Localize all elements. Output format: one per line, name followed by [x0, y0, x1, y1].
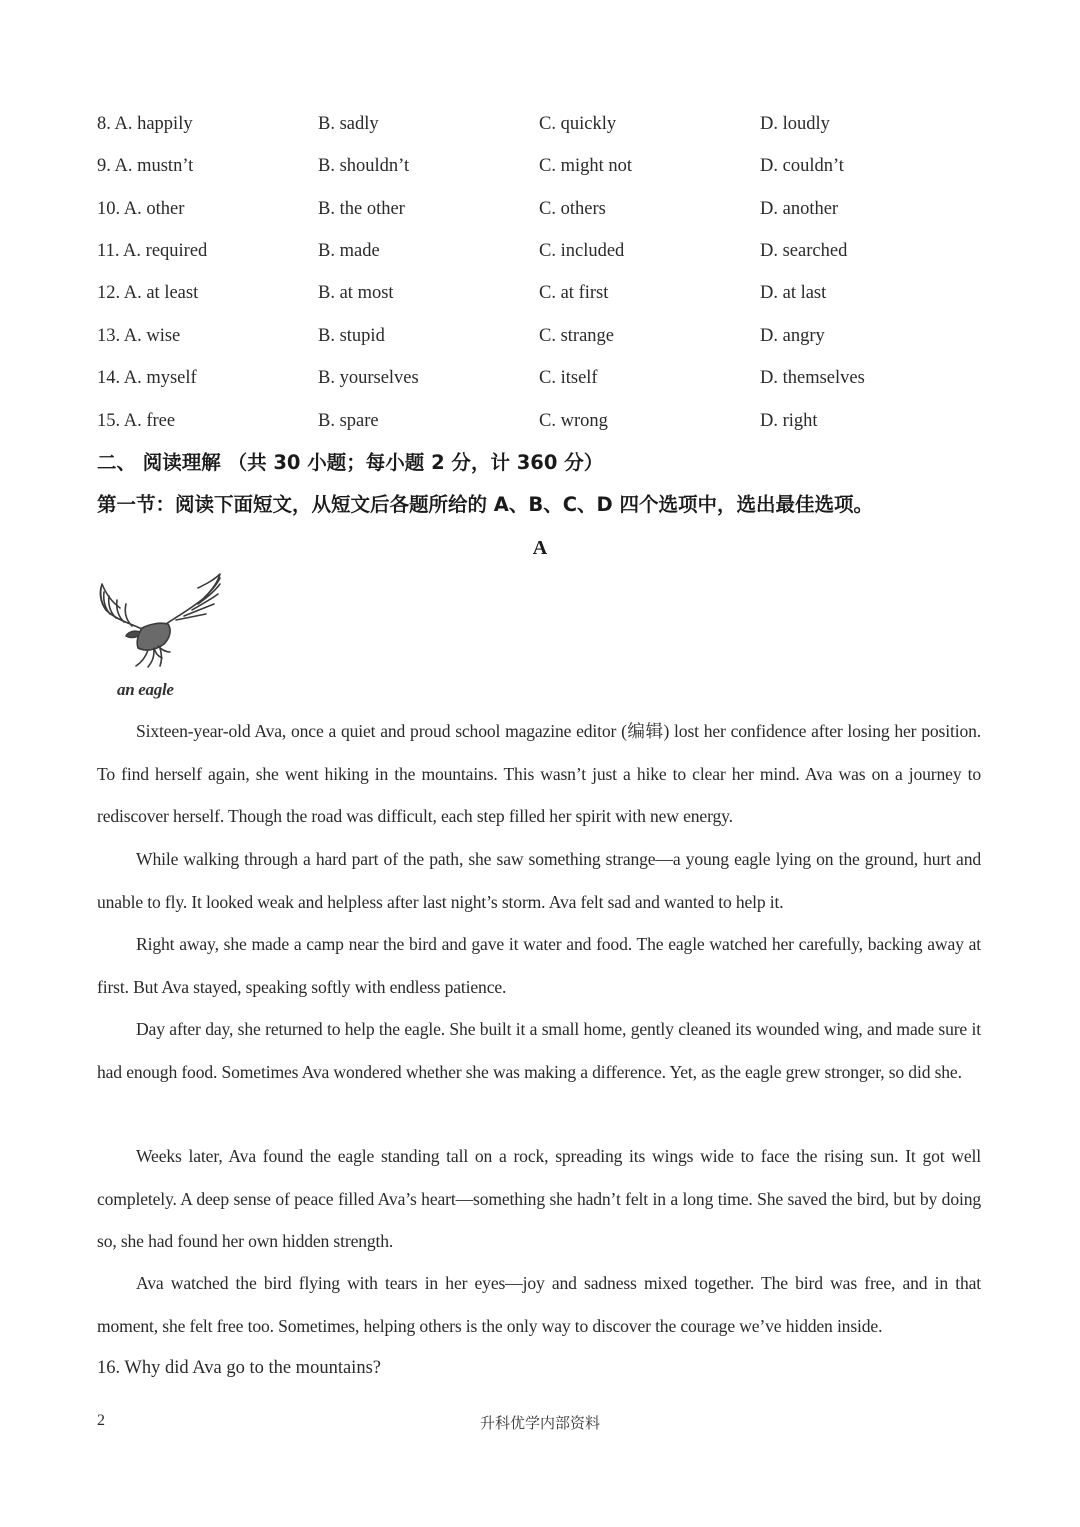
option-row-9 — [97, 153, 997, 179]
option-a: 15. A. free — [97, 411, 176, 431]
option-d: D. angry — [760, 326, 825, 346]
option-d: D. at last — [760, 283, 827, 303]
option-row-14 — [97, 365, 997, 391]
passage-paragraph-3: Right away, she made a camp near the bird and gave it water and food. The eagle watched her carefully, backing away at first. But Ava stayed, speaking softly with endless patience. — [97, 934, 981, 997]
option-a: 11. A. required — [97, 241, 208, 261]
option-a: 8. A. happily — [97, 114, 193, 134]
option-row-8 — [97, 111, 997, 137]
option-d: D. loudly — [760, 114, 830, 134]
passage-paragraph-2: While walking through a hard part of the path, she saw something strange—a young eagle lying on the ground, hurt and unable to fly. It looked weak and helpless after last night’s storm. Ava felt sad and wanted to help it. — [97, 849, 981, 912]
page-number: 2 — [97, 1412, 105, 1429]
option-b: B. at most — [318, 283, 394, 303]
option-a: 12. A. at least — [97, 283, 199, 303]
option-c: C. others — [539, 199, 606, 219]
option-d: D. searched — [760, 241, 848, 261]
passage-paragraph-4: Day after day, she returned to help the eagle. She built it a small home, gently cleaned its wounded wing, and made sure it had enough food. Sometimes Ava wondered whether she was making a difference. Yet, as the eagle grew stronger, so did she. — [97, 1019, 981, 1082]
option-a: 14. A. myself — [97, 368, 197, 388]
option-b: B. spare — [318, 411, 379, 431]
footer-text: 升科优学内部资料 — [479, 1414, 600, 1432]
subsection-heading: 第一节：阅读下面短文，从短文后各题所给的 A、B、C、D 四个选项中，选出最佳选项。 — [97, 493, 874, 516]
option-b: B. sadly — [318, 114, 379, 134]
question-16: 16. Why did Ava go to the mountains? — [97, 1358, 381, 1378]
option-b: B. stupid — [318, 326, 385, 346]
eagle-icon — [96, 572, 226, 668]
option-c: C. itself — [539, 368, 598, 388]
option-a: 9. A. mustn’t — [97, 156, 194, 176]
option-d: D. themselves — [760, 368, 865, 388]
passage-title: A — [532, 537, 548, 559]
option-b: B. the other — [318, 199, 405, 219]
section-heading: 二、 阅读理解 （共 30 小题；每小题 2 分，计 360 分） — [97, 451, 604, 474]
option-c: C. might not — [539, 156, 633, 176]
passage-paragraph-5: Weeks later, Ava found the eagle standing tall on a rock, spreading its wings wide to face the rising sun. It got well completely. A deep sense of peace filled Ava’s heart—something she hadn’t felt in a long time. She saved the bird, but by doing so, she had found her own hidden strength. — [97, 1146, 981, 1251]
option-c: C. at first — [539, 283, 609, 303]
option-row-12 — [97, 280, 997, 306]
option-row-13 — [97, 323, 997, 349]
option-a: 10. A. other — [97, 199, 185, 219]
option-row-10 — [97, 196, 997, 222]
passage-paragraph-6: Ava watched the bird flying with tears in her eyes—joy and sadness mixed together. The bird was free, and in that moment, she felt free too. Sometimes, helping others is the only way to discover the courage we’ve hidden inside. — [97, 1273, 981, 1336]
eagle-caption: an eagle — [117, 680, 174, 699]
option-c: C. quickly — [539, 114, 617, 134]
option-c: C. strange — [539, 326, 615, 346]
option-b: B. shouldn’t — [318, 156, 410, 176]
option-c: C. included — [539, 241, 625, 261]
option-c: C. wrong — [539, 411, 608, 431]
option-row-15 — [97, 408, 997, 434]
option-d: D. right — [760, 411, 818, 431]
option-b: B. yourselves — [318, 368, 419, 388]
option-d: D. another — [760, 199, 839, 219]
option-a: 13. A. wise — [97, 326, 181, 346]
passage-paragraph-1: Sixteen-year-old Ava, once a quiet and proud school magazine editor (编辑) lost her confidence after losing her position. To find herself again, she went hiking in the mountains. This wasn’t just a hike to clear her mind. Ava was on a journey to rediscover herself. Though the road was difficult, each step filled her spirit with new energy. — [97, 721, 981, 826]
option-row-11 — [97, 238, 997, 264]
option-d: D. couldn’t — [760, 156, 844, 176]
option-b: B. made — [318, 241, 380, 261]
